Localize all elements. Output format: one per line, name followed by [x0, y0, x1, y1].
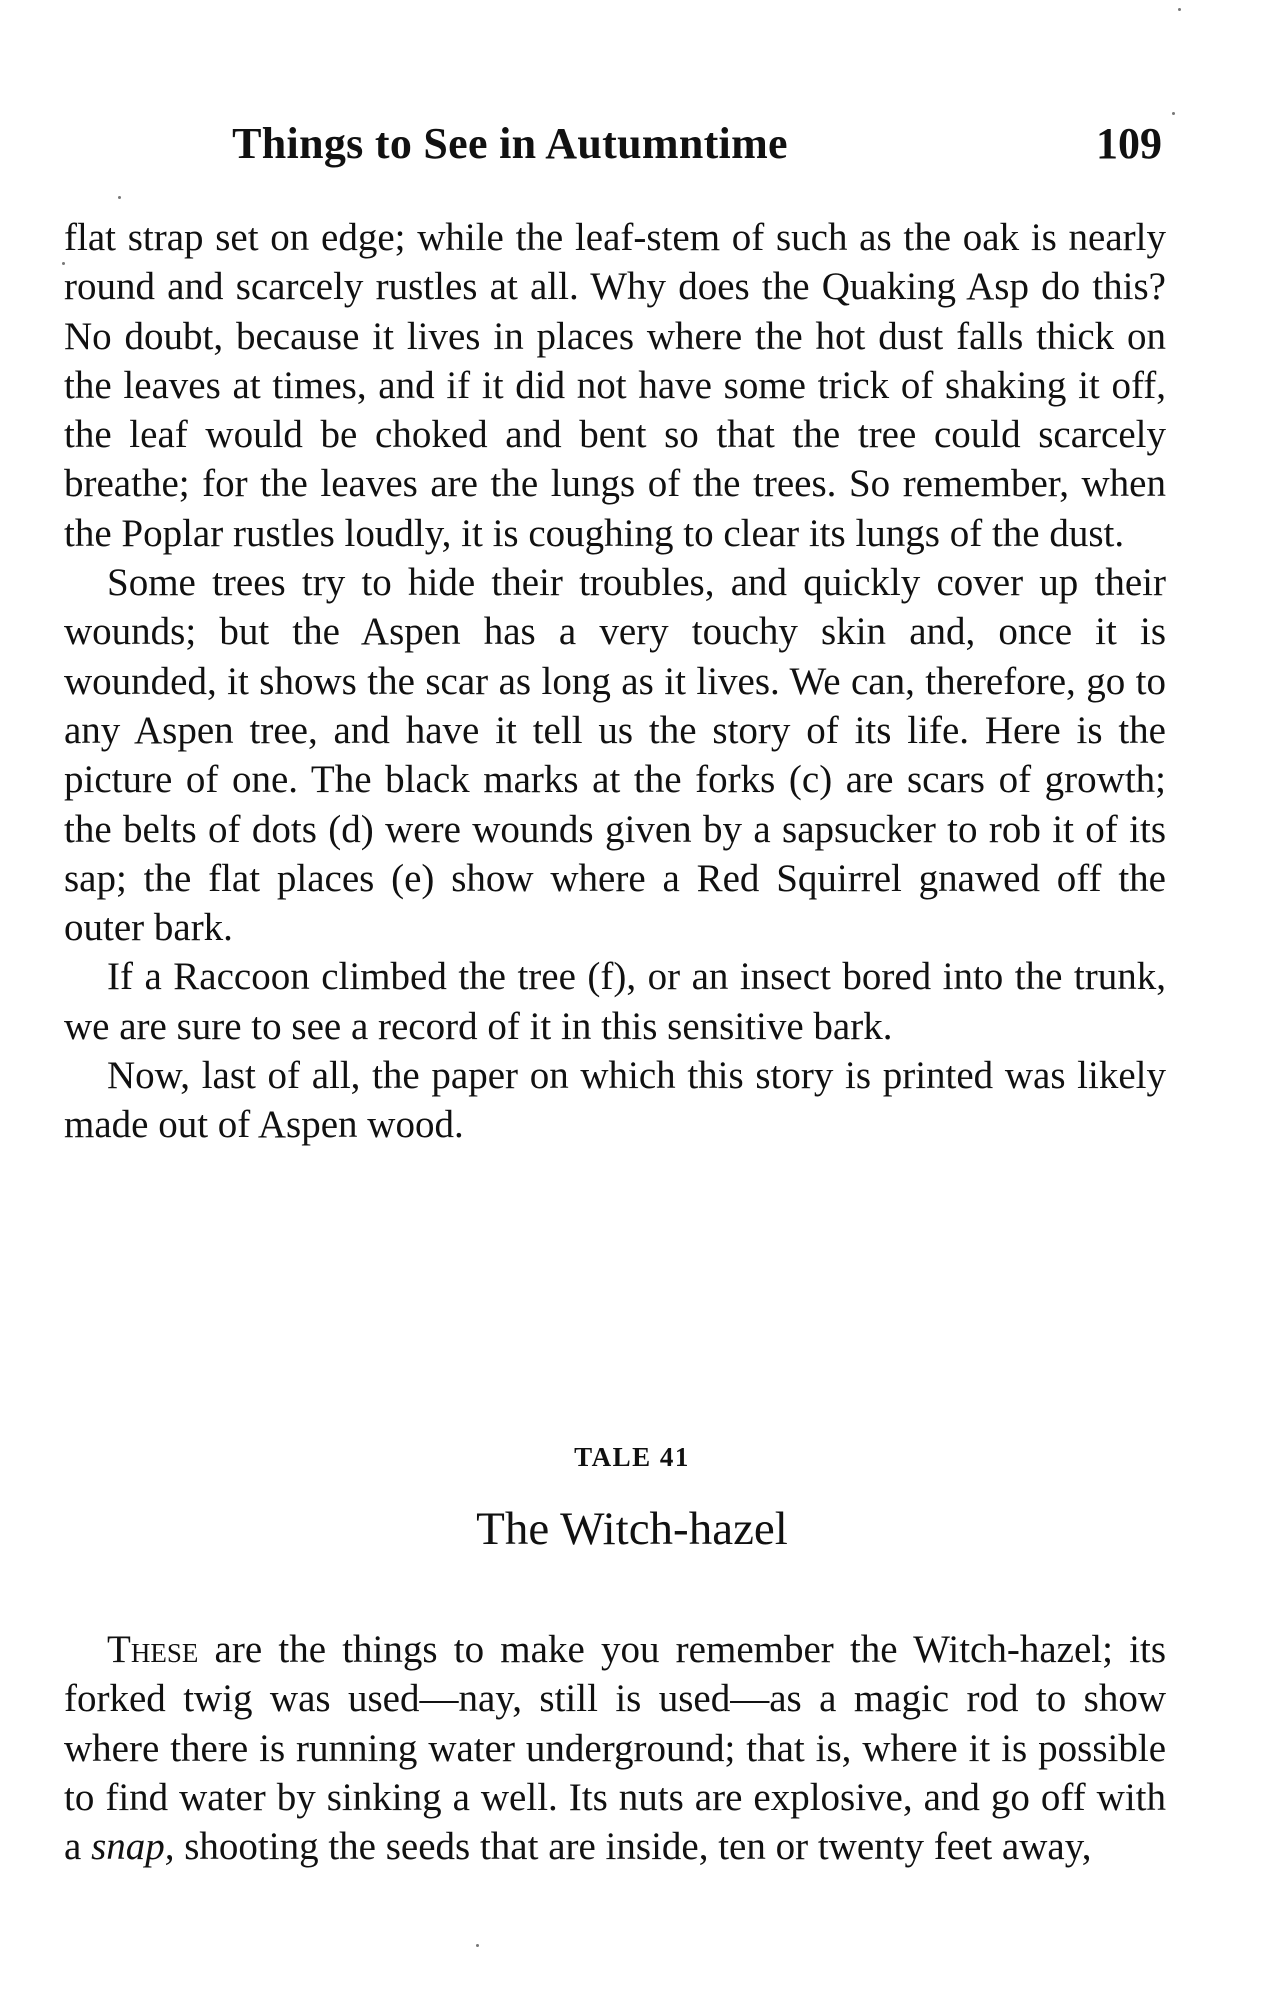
print-speck	[476, 1944, 479, 1947]
body-text-tale	[64, 1625, 1166, 1871]
print-speck	[62, 262, 65, 265]
paragraph-aspen-paper: Now, last of all, the paper on which this story is printed was likely made out of Aspen wood.	[64, 1054, 1166, 1147]
body-text-top	[64, 213, 1166, 1150]
print-speck	[1172, 112, 1175, 115]
paragraph-raccoon: If a Raccoon climbed the tree (f), or an insect bored into the trunk, we are sure to see a record of it in this sensitive bark.	[64, 955, 1166, 1048]
text-after-italic: shooting the seeds that are inside, ten or twenty feet away,	[174, 1825, 1092, 1869]
text-before-italic: are the things to make you remember the Witch-hazel; its forked twig was used—nay, still is used—as a magic rod to show where there is running water underground; that is, where it is possible to find water by sinking a well. Its nuts are explosive, and go off with a	[64, 1628, 1166, 1869]
italic-word: snap,	[91, 1825, 175, 1869]
paragraph-quaking-asp: flat strap set on edge; while the leaf-stem of such as the oak is nearly round and scarcely rustles at all. Why does the Quaking Asp do this? No doubt, because it lives in places where the hot dust falls thick on the leaves at times, and if it did not have some trick of shaking it off, the leaf would be choked and bent so that the tree could scarcely breathe; for the leaves are the lungs of the trees. So remember, when the Poplar rustles loudly, it is coughing to clear its lungs of the dust.	[64, 216, 1166, 555]
running-title: Things to See in Autumntime	[232, 119, 788, 168]
print-speck	[118, 196, 121, 199]
tale-title: The Witch-hazel	[476, 1503, 788, 1555]
lead-word: These	[107, 1628, 199, 1671]
paragraph-aspen-scars: Some trees try to hide their troubles, and quickly cover up their wounds; but the Aspen has a very touchy skin and, once it is wounded, it shows the scar as long as it lives. We can, therefore, go to any Aspen tree, and have it tell us the story of its life. Here is the picture of one. The black marks at the forks (c) are scars of growth; the belts of dots (d) were wounds given by a sapsucker to rob it of its sap; the flat places (e) show where a Red Squirrel gnawed off the outer bark.	[64, 561, 1166, 950]
paragraph-witch-hazel	[64, 1625, 1166, 1871]
running-head	[60, 118, 1162, 178]
tale-number: TALE 41	[574, 1442, 690, 1472]
page-number: 109	[1096, 119, 1162, 168]
print-speck	[1178, 8, 1181, 11]
